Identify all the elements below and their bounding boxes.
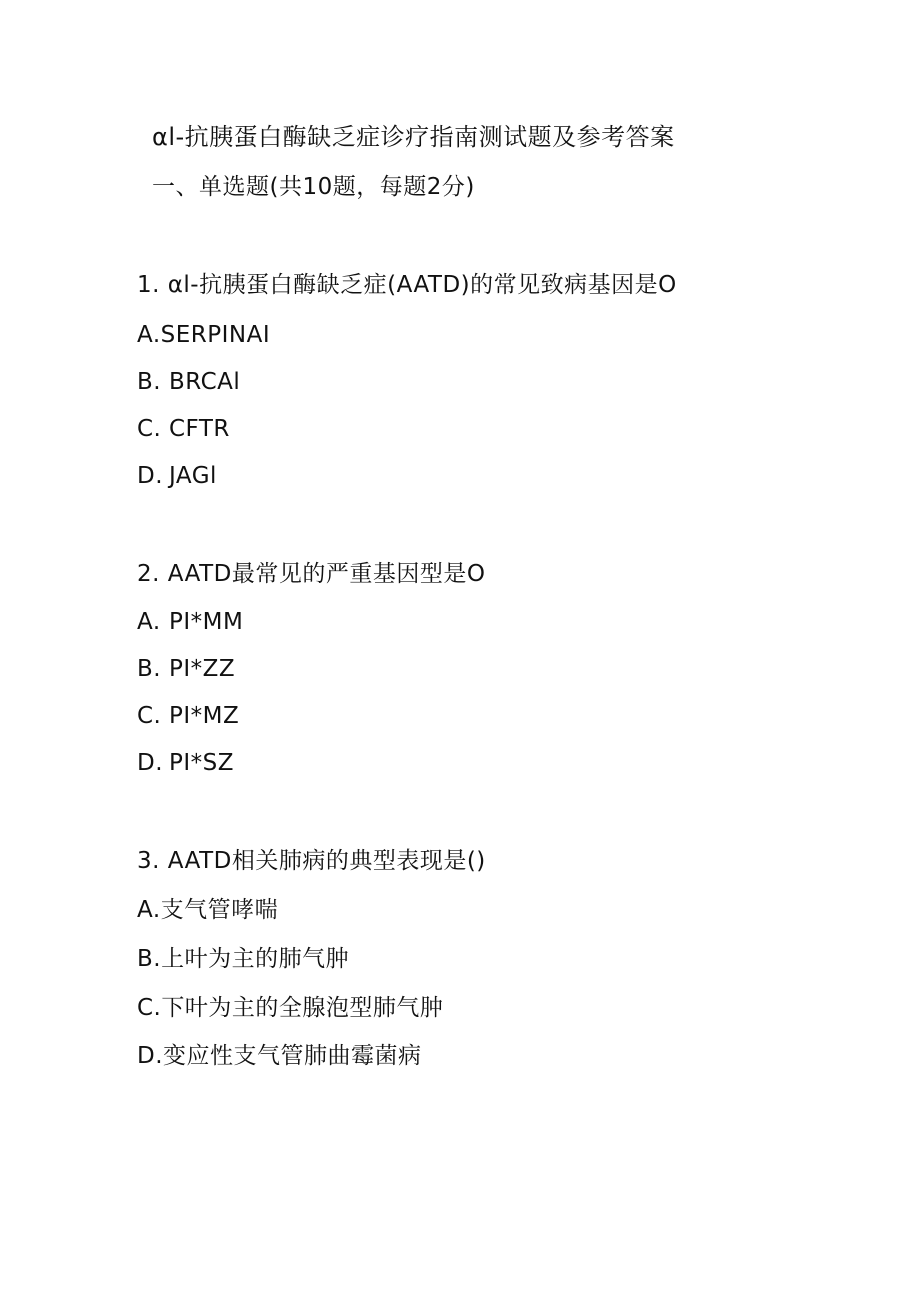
option-key: D. xyxy=(137,463,164,489)
option-text: PI*SZ xyxy=(169,750,235,776)
option-key: A. xyxy=(137,609,161,635)
question-3-option-a xyxy=(137,895,278,925)
option-text: PI*MM xyxy=(169,609,244,635)
document-title: αl-抗胰蛋白酶缺乏症诊疗指南测试题及参考答案 xyxy=(152,123,675,151)
option-key: A. xyxy=(137,897,161,923)
option-key: C. xyxy=(137,416,162,442)
option-key: C. xyxy=(137,995,162,1021)
option-text: PI*MZ xyxy=(169,703,240,729)
option-key: B. xyxy=(137,656,162,682)
option-text: CFTR xyxy=(169,416,230,442)
question-3-option-c xyxy=(137,993,443,1023)
option-text: BRCAl xyxy=(169,369,241,395)
question-2-option-b xyxy=(137,654,235,684)
question-1-option-d xyxy=(137,461,217,491)
question-1-option-a xyxy=(137,320,270,350)
question-1-stem: 1. αl-抗胰蛋白酶缺乏症(AATD)的常见致病基因是O xyxy=(137,272,677,298)
question-3-option-d xyxy=(137,1041,422,1071)
question-2-option-d xyxy=(137,748,234,778)
option-text: 上叶为主的肺气肿 xyxy=(161,946,350,972)
question-1-option-c xyxy=(137,414,230,444)
question-3-option-b xyxy=(137,944,349,974)
option-key: D. xyxy=(137,750,164,776)
option-text: JAGl xyxy=(169,463,217,489)
option-text: 支气管哮喘 xyxy=(160,897,279,923)
question-1-option-b xyxy=(137,367,240,397)
option-key: A. xyxy=(137,322,161,348)
question-2-option-c xyxy=(137,701,239,731)
section-heading: 一、单选题(共10题，每题2分) xyxy=(152,174,475,200)
question-3-stem: 3. AATD相关肺病的典型表现是() xyxy=(137,848,486,874)
option-text: 变应性支气管肺曲霉菌病 xyxy=(163,1043,422,1069)
question-2-stem: 2. AATD最常见的严重基因型是O xyxy=(137,561,486,587)
option-text: 下叶为主的全腺泡型肺气肿 xyxy=(161,995,444,1021)
option-text: SERPINAI xyxy=(160,322,271,348)
question-2-option-a xyxy=(137,607,243,637)
option-text: PI*ZZ xyxy=(169,656,236,682)
option-key: C. xyxy=(137,703,162,729)
option-key: B. xyxy=(137,369,162,395)
option-key: D. xyxy=(137,1043,164,1069)
option-key: B. xyxy=(137,946,162,972)
